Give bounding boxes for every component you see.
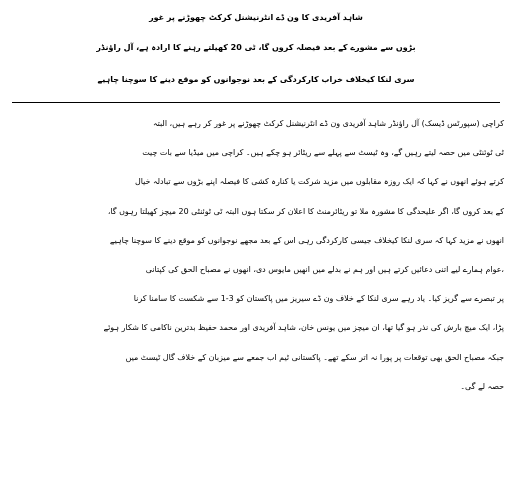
article-line: کرتے ہوئے انھوں نے کہا کہ ایک روزہ مقابلوں میں مزید شرکت یا کنارہ کشی کا فیصلہ اپنے بڑوں سے تبادلہ خیال — [134, 177, 504, 187]
article-line: جبکہ مصباح الحق بھی توقعات پر پورا نہ اتر سکے تھے۔ پاکستانی ٹیم اب جمعے سے میزبان کے خلاف گال ٹیسٹ میں — [125, 352, 504, 362]
news-clipping — [0, 2, 512, 482]
headline — [8, 2, 504, 96]
article-line: ٹی ٹوئنٹی میں حصہ لیتے رہیں گے، وہ ٹیسٹ سے پہلے سے ریٹائر ہو چکے ہیں۔ کراچی میں میڈیا سے بات چیت — [142, 148, 504, 158]
article-line: کے بعد کروں گا، اگر علیحدگی کا مشورہ ملا تو ریٹائرمنٹ کا اعلان کر سکتا ہوں البتہ ٹی ٹوئنٹی 20 میچز کھیلتا رہوں گا، — [107, 206, 504, 216]
article-line: ،عوام ہمارے لیے اتنی دعائیں کرتے ہیں اور ہم نے بدلے میں انھیں مایوس دی، انھوں نے مصباح الحق کی کپتانی — [145, 265, 504, 275]
article-line-last: حصہ لے گی۔ — [460, 381, 504, 391]
article-line: پڑا، ایک میچ بارش کی نذر ہو گیا تھا، ان میچز میں یونس خان، شاہد آفریدی اور محمد حفیظ بدترین ناکامی کا شکار ہوئے — [103, 323, 504, 333]
headline-line-3: سری لنکا کیخلاف خراب کارکردگی کے بعد نوجوانوں کو موقع دینے کا سوچنا چاہیے — [97, 75, 415, 84]
headline-divider — [12, 102, 500, 103]
article-body — [8, 109, 504, 401]
article-line: کراچی (سپورٹس ڈیسک) آل راؤنڈر شاہد آفریدی ون ڈے انٹرنیشنل کرکٹ چھوڑنے پر غور کر رہے ہیں، البتہ — [152, 119, 504, 128]
headline-line-1: شاہد آفریدی کا ون ڈے انٹرنیشنل کرکٹ چھوڑنے پر غور — [149, 13, 363, 22]
headline-line-2: بڑوں سے مشورے کے بعد فیصلہ کروں گا، ٹی 20 کھیلتے رہنے کا ارادہ ہے، آل راؤنڈر — [96, 43, 416, 52]
article-line: انھوں نے مزید کہا کہ سری لنکا کیخلاف جیسی کارکردگی رہی اس کے بعد مجھے نوجوانوں کو موقع دینے کا سوچنا چاہیے — [109, 235, 504, 245]
article-line: پر تبصرے سے گریز کیا۔ یاد رہے سری لنکا کے خلاف ون ڈے سیریز میں پاکستان کو 3-1 سے شکست کا سامنا کرنا — [133, 294, 504, 304]
